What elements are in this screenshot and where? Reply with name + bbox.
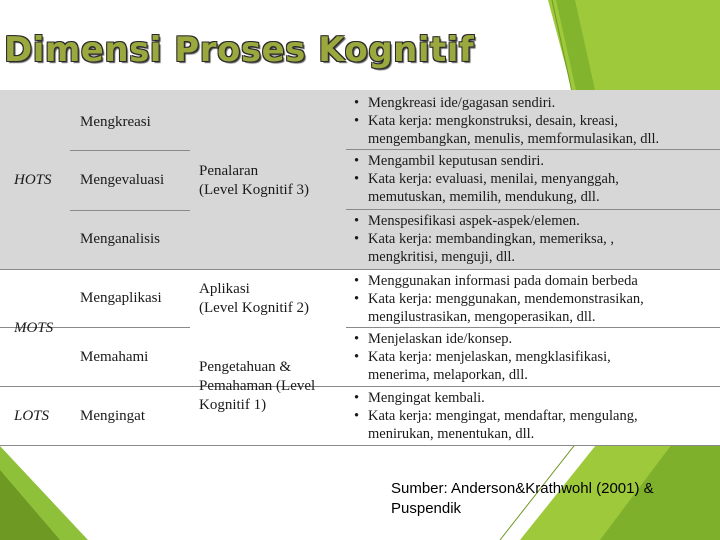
- bullet: •: [354, 390, 360, 406]
- group-line: Pemahaman (Level: [199, 378, 316, 394]
- source-line: Puspendik: [391, 500, 462, 517]
- level-label-mots: MOTS: [14, 320, 54, 336]
- description-text: mengembangkan, menulis, memformulasikan, dll.: [368, 131, 660, 147]
- description-mengkreasi: [346, 94, 716, 148]
- bullet: •: [354, 273, 360, 289]
- group-line: Kognitif 1): [199, 397, 267, 413]
- group-pengetahuan: [199, 358, 315, 415]
- row-divider: [0, 445, 720, 446]
- description-text: menerima, melaporkan, dll.: [368, 367, 528, 383]
- description-text: Kata kerja: mengingat, mendaftar, mengulang,: [368, 408, 638, 424]
- level-label-hots: HOTS: [14, 172, 52, 188]
- bullet: •: [354, 349, 360, 365]
- description-text: Mengambil keputusan sendiri.: [368, 153, 544, 169]
- source-line: Sumber: Anderson&Krathwohl (2001) &: [391, 480, 654, 497]
- cognitive-dimension-table: [0, 90, 720, 446]
- source-citation: [391, 479, 654, 519]
- description-text: Kata kerja: mengkonstruksi, desain, kreasi,: [368, 113, 619, 129]
- row-divider: [70, 210, 190, 211]
- group-line: (Level Kognitif 2): [199, 300, 309, 316]
- description-mengaplikasi: [346, 272, 716, 326]
- process-memahami: Memahami: [80, 349, 149, 365]
- bullet: •: [354, 171, 360, 187]
- row-divider: [0, 386, 720, 387]
- process-mengkreasi: Mengkreasi: [80, 114, 151, 130]
- description-text: Kata kerja: evaluasi, menilai, menyanggah,: [368, 171, 619, 187]
- description-menganalisis: [346, 212, 716, 266]
- description-text: Menjelaskan ide/konsep.: [368, 331, 513, 347]
- desc-divider: [346, 149, 720, 150]
- group-line: (Level Kognitif 3): [199, 182, 309, 198]
- description-mengingat: [346, 389, 716, 443]
- process-menganalisis: Menganalisis: [80, 231, 160, 247]
- desc-divider: [346, 327, 720, 328]
- bullet: •: [354, 231, 360, 247]
- bullet: •: [354, 213, 360, 229]
- slide-title: Dimensi Proses Kognitif: [4, 30, 475, 70]
- description-mengevaluasi: [346, 152, 716, 206]
- group-aplikasi: [199, 280, 309, 318]
- description-text: Kata kerja: membandingkan, memeriksa, ,: [368, 231, 615, 247]
- description-text: Mengkreasi ide/gagasan sendiri.: [368, 95, 556, 111]
- description-text: mengilustrasikan, mengoperasikan, dll.: [368, 309, 596, 325]
- group-line: Aplikasi: [199, 281, 250, 297]
- bullet: •: [354, 113, 360, 129]
- group-line: Pengetahuan &: [199, 359, 292, 375]
- description-text: mengkritisi, menguji, dll.: [368, 249, 516, 265]
- row-divider: [70, 150, 190, 151]
- level-label-lots: LOTS: [14, 408, 50, 424]
- description-memahami: [346, 330, 716, 384]
- bullet: •: [354, 331, 360, 347]
- process-mengaplikasi: Mengaplikasi: [80, 290, 162, 306]
- description-text: memutuskan, memilih, mendukung, dll.: [368, 189, 600, 205]
- process-mengingat: Mengingat: [80, 408, 145, 424]
- bullet: •: [354, 153, 360, 169]
- description-text: Menspesifikasi aspek-aspek/elemen.: [368, 213, 580, 229]
- process-mengevaluasi: Mengevaluasi: [80, 172, 165, 188]
- row-divider: [0, 269, 720, 270]
- description-text: Menggunakan informasi pada domain berbeda: [368, 273, 638, 289]
- description-text: Kata kerja: menggunakan, mendemonstrasikan,: [368, 291, 644, 307]
- desc-divider: [346, 209, 720, 210]
- description-text: menirukan, menentukan, dll.: [368, 426, 535, 442]
- group-line: Penalaran: [199, 163, 259, 179]
- group-penalaran: [199, 162, 309, 200]
- bullet: •: [354, 291, 360, 307]
- bullet: •: [354, 95, 360, 111]
- description-text: Mengingat kembali.: [368, 390, 485, 406]
- bullet: •: [354, 408, 360, 424]
- description-text: Kata kerja: menjelaskan, mengklasifikasi,: [368, 349, 611, 365]
